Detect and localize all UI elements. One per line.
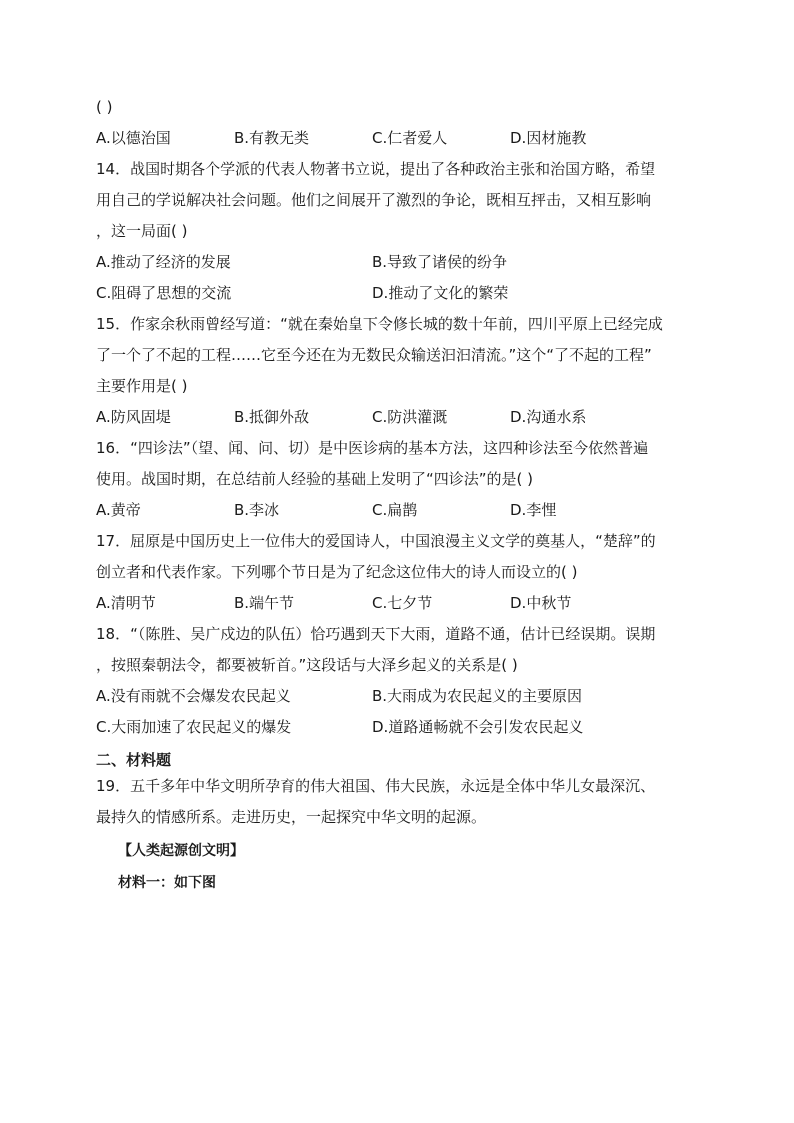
q18-options-row-2 xyxy=(96,712,706,743)
q16-option-a: A.黄帝 xyxy=(96,501,141,519)
q13-option-b: B.有教无类 xyxy=(234,129,310,147)
q17-options xyxy=(96,588,706,619)
q16-option-b: B.李冰 xyxy=(234,501,280,519)
q16-option-c: C.扁鹊 xyxy=(372,501,418,519)
q13-options xyxy=(96,123,706,154)
q15-stem-line-3: 主要作用是( ) xyxy=(96,377,188,395)
q19-sub-title: 【人类起源创文明】 xyxy=(118,843,244,859)
exam-page xyxy=(96,92,706,899)
q17-stem-line-2: 创立者和代表作家。下列哪个节日是为了纪念这位伟大的诗人而设立的( ) xyxy=(96,563,578,581)
q17-option-a: A.清明节 xyxy=(96,594,156,612)
q18-option-b: B.大雨成为农民起义的主要原因 xyxy=(372,687,583,705)
q15-stem-line-2: 了一个了不起的工程……它至今还在为无数民众输送汩汩清流。”这个“了不起的工程” xyxy=(96,346,652,364)
q15-options xyxy=(96,402,706,433)
q14-stem-line-2: 用自己的学说解决社会问题。他们之间展开了激烈的争论，既相互抨击，又相互影响 xyxy=(96,191,652,209)
q18-stem-line-2: ，按照秦朝法令，都要被斩首。”这段话与大泽乡起义的关系是( ) xyxy=(96,656,518,674)
section-title-materials: 二、材料题 xyxy=(96,751,172,769)
q17-option-c: C.七夕节 xyxy=(372,594,433,612)
q15-stem-line-1: 15．作家余秋雨曾经写道：“就在秦始皇下令修长城的数十年前，四川平原上已经完成 xyxy=(96,315,663,333)
q16-option-d: D.李悝 xyxy=(510,501,557,519)
q13-option-c: C.仁者爱人 xyxy=(372,129,448,147)
q18-option-d: D.道路通畅就不会引发农民起义 xyxy=(372,718,584,736)
q18-option-a: A.没有雨就不会爆发农民起义 xyxy=(96,687,291,705)
q13-tail: ( ) xyxy=(96,98,113,116)
q13-option-a: A.以德治国 xyxy=(96,129,171,147)
q14-option-b: B.导致了诸侯的纷争 xyxy=(372,253,508,271)
q17-stem-line-1: 17．屈原是中国历史上一位伟大的爱国诗人，中国浪漫主义文学的奠基人，“楚辞”的 xyxy=(96,532,656,550)
q15-option-d: D.沟通水系 xyxy=(510,408,587,426)
q16-stem-line-1: 16．“四诊法”（望、闻、问、切）是中医诊病的基本方法，这四种诊法至今依然普遍 xyxy=(96,439,649,457)
q16-stem-line-2: 使用。战国时期，在总结前人经验的基础上发明了“四诊法”的是( ) xyxy=(96,470,534,488)
q15-option-a: A.防风固堤 xyxy=(96,408,171,426)
q19-material-1-label: 材料一：如下图 xyxy=(118,875,216,891)
q19-stem-line-2: 最持久的情感所系。走进历史，一起探究中华文明的起源。 xyxy=(96,808,487,826)
q17-option-d: D.中秋节 xyxy=(510,594,572,612)
q19-stem-line-1: 19．五千多年中华文明所孕育的伟大祖国、伟大民族，永远是全体中华儿女最深沉、 xyxy=(96,777,656,795)
q16-options xyxy=(96,495,706,526)
q14-option-c: C.阻碍了思想的交流 xyxy=(96,284,232,302)
q14-options-row-2 xyxy=(96,278,706,309)
q15-option-c: C.防洪灌溉 xyxy=(372,408,448,426)
q18-stem-line-1: 18．“（陈胜、吴广戍边的队伍）恰巧遇到天下大雨，道路不通，估计已经误期。误期 xyxy=(96,625,656,643)
q14-options-row-1 xyxy=(96,247,706,278)
q15-option-b: B.抵御外敌 xyxy=(234,408,310,426)
q14-stem-line-3: ，这一局面( ) xyxy=(96,222,188,240)
q14-option-a: A.推动了经济的发展 xyxy=(96,253,231,271)
q14-stem-line-1: 14．战国时期各个学派的代表人物著书立说，提出了各种政治主张和治国方略，希望 xyxy=(96,160,656,178)
q13-option-d: D.因材施教 xyxy=(510,129,587,147)
q18-options-row-1 xyxy=(96,681,706,712)
q17-option-b: B.端午节 xyxy=(234,594,295,612)
q18-option-c: C.大雨加速了农民起义的爆发 xyxy=(96,718,292,736)
q14-option-d: D.推动了文化的繁荣 xyxy=(372,284,509,302)
